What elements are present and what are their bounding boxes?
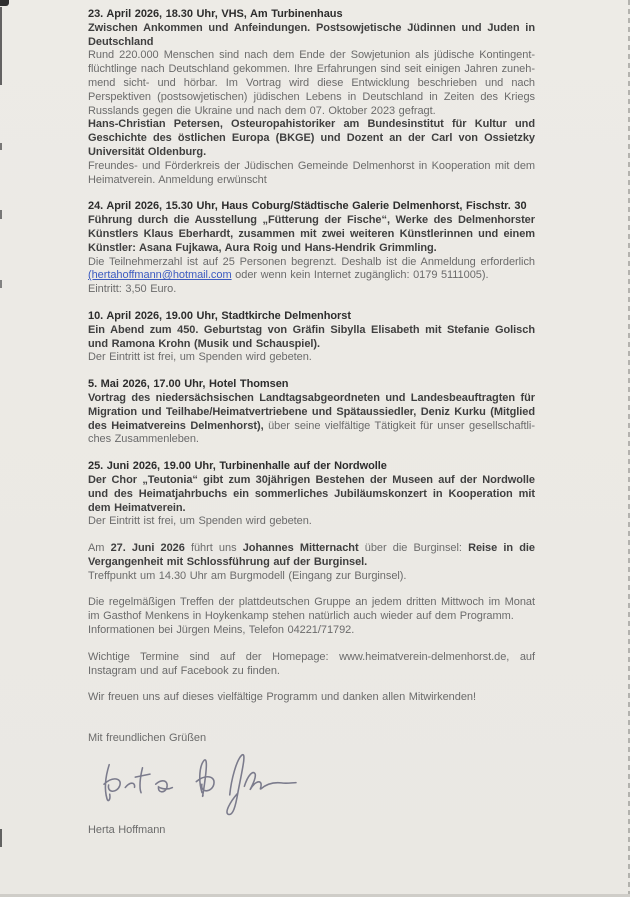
homepage-note [88,650,539,679]
text-run: Die regelmäßigen Treffen der plattdeutschen Gruppe an jedem dritten Mittwoch im Monat im Gasthof Menkens in Hoykenkamp stehen natürlich auch wieder auf dem Programm. [88,596,539,623]
text-run: Führung durch die Ausstellung „Fütterung der Fische“, Werke des Delmenhorster Künstlers Klaus Eberhardt, zusammen mit zwei weiteren Künstlerinnen und einem Künstler: Asana Fujkawa, Aura Roig und Hans-Hendrik Grimmling. [88,214,539,254]
text-run: Mit freundlichen Grüßen [88,732,207,745]
scan-artifact-left-mark [0,143,2,150]
text-run: Treffpunkt um 14.30 Uhr am Burgmodell (Eingang zur Burginsel). [88,569,407,582]
event-2-registration [88,255,539,284]
text-run: Johannes Mitternacht [242,542,359,555]
event-3-title [88,310,535,324]
text-run: 25. Juni 2026, 19.00 Uhr, Turbinenhalle auf der Nordwolle [88,460,387,473]
event-list [88,8,539,746]
text-run: Der Eintritt ist frei, um Spenden wird gebeten. [88,515,312,528]
text-run: oder wenn kein Internet zugänglich: 0179 5111005). [231,269,489,282]
scan-artifact-left-line [0,7,2,85]
event-5-description [88,473,539,515]
text-run: Vortrag des niedersächsischen Landtagsabgeordneten und Landesbeauftragten für Migration und Teilhabe/Heimatvertriebene und Spätaussiedler, Deniz Kurku (Mitglied des Heimatvereins Delmenhorst), [88,391,539,432]
text-run: über die Burginsel: [358,542,469,555]
text-run: Eintritt: 3,50 Euro. [88,283,177,296]
event-4-title [88,378,535,392]
event-1-speaker [88,118,539,159]
event-6-meeting-point [88,570,535,584]
event-4-description [88,391,539,447]
text-run: Ein Abend zum 450. Geburtstag von Gräfin Sibylla Elisabeth mit Stefanie Golisch und Ramona Krohn (Musik und Schauspiel). [88,323,539,350]
event-3-subtitle [88,323,539,352]
text-run: Zwischen Ankommen und Anfeindungen. Postsowjetische Jüdinnen und Juden in Deutschland [88,21,539,48]
scan-artifact-left-mark [0,829,2,847]
plattdeutsch-contact [88,624,535,638]
event-1-description [88,49,539,118]
scan-artifact-left-mark [0,210,2,219]
scan-artifact-corner [0,0,9,6]
closing-salutation [88,732,535,746]
text-run: 23. April 2026, 18.30 Uhr, VHS, Am Turbinenhaus [88,8,343,20]
text-run: 27. Juni 2026 [110,542,185,555]
text-run: Wir freuen uns auf dieses vielfältige Programm und danken allen Mitwirkenden! [88,691,476,704]
signature-area [88,752,535,824]
thanks-line [88,691,535,705]
event-5-admission [88,515,535,529]
text-run: Am [88,542,111,555]
plattdeutsch-group-note [88,596,539,624]
text-run: Rund 220.000 Menschen sind nach dem Ende der Sowjetunion als jüdische Kontingentflüchtlinge nach Deutschland gekommen. Ihre Erfahrungen sind seit einigen Jahren zunehmend sicht- und hörbar. Im Vortrag wird diese Entwicklung beschrieben und nach Perspektiven (postsowjetischen) jüdischen Lebens in Deutschland in Zeiten des Kriegs Russlands gegen die Ukraine und nach dem 07. Oktober 2023 gefragt. [88,49,539,117]
text-run: über seine vielfältige Tätigkeit für unser gesellschaftliches Zusammenleben. [88,419,535,446]
text-run: 24. April 2026, 15.30 Uhr, Haus Coburg/Städtische Galerie Delmenhorst, Fischstr. 30 [88,200,527,213]
text-run: Informationen bei Jürgen Meins, Telefon 04221/71792. [88,624,355,637]
event-1-subtitle [88,21,539,50]
event-2-admission [88,283,535,297]
event-1-title [88,8,535,22]
text-run: Wichtige Termine sind auf der Homepage: www.heimatverein-delmenhorst.de, auf Instagram und auf Facebook zu finden. [88,650,539,677]
text-run: führt uns [184,542,243,555]
text-run: Der Chor „Teutonia“ gibt zum 30jährigen Bestehen der Museen auf der Nordwolle und des Heimatjahrbuchs ein sommerliches Jubiläumskonzert in Kooperation mit dem Heimatverein. [88,473,539,514]
event-1-organizer [88,159,539,188]
letter-body [88,8,539,838]
text-run: 5. Mai 2026, 17.00 Uhr, Hotel Thomsen [88,378,289,391]
handwritten-signature [86,752,316,824]
event-2-title [88,200,535,214]
printed-name: Herta Hoffmann [88,824,166,837]
email-link[interactable]: (hertahoffmann@hotmail.com [88,269,232,282]
scan-artifact-left-mark [0,280,2,288]
text-run: Die Teilnehmerzahl ist auf 25 Personen begrenzt. Deshalb ist die Anmeldung erforderlich [88,255,539,268]
text-run: Der Eintritt ist frei, um Spenden wird gebeten. [88,351,312,364]
event-5-title [88,460,535,474]
event-6-description [88,542,539,570]
event-2-subtitle [88,214,539,255]
text-run: Reise in die Vergangenheit mit Schlossführung auf der Burginsel. [88,542,539,568]
text-run: 10. April 2026, 19.00 Uhr, Stadtkirche Delmenhorst [88,309,351,322]
event-3-admission [88,351,535,365]
text-run: Hans-Christian Petersen, Osteuropahistoriker am Bundesinstitut für Kultur und Geschichte des östlichen Europa (BKGE) und Dozent an der Carl von Ossietzky Universität Oldenburg. [88,118,539,158]
text-run: Freundes- und Förderkreis der Jüdischen Gemeinde Delmenhorst in Kooperation mit dem Heimatverein. Anmeldung erwünscht [88,159,539,186]
